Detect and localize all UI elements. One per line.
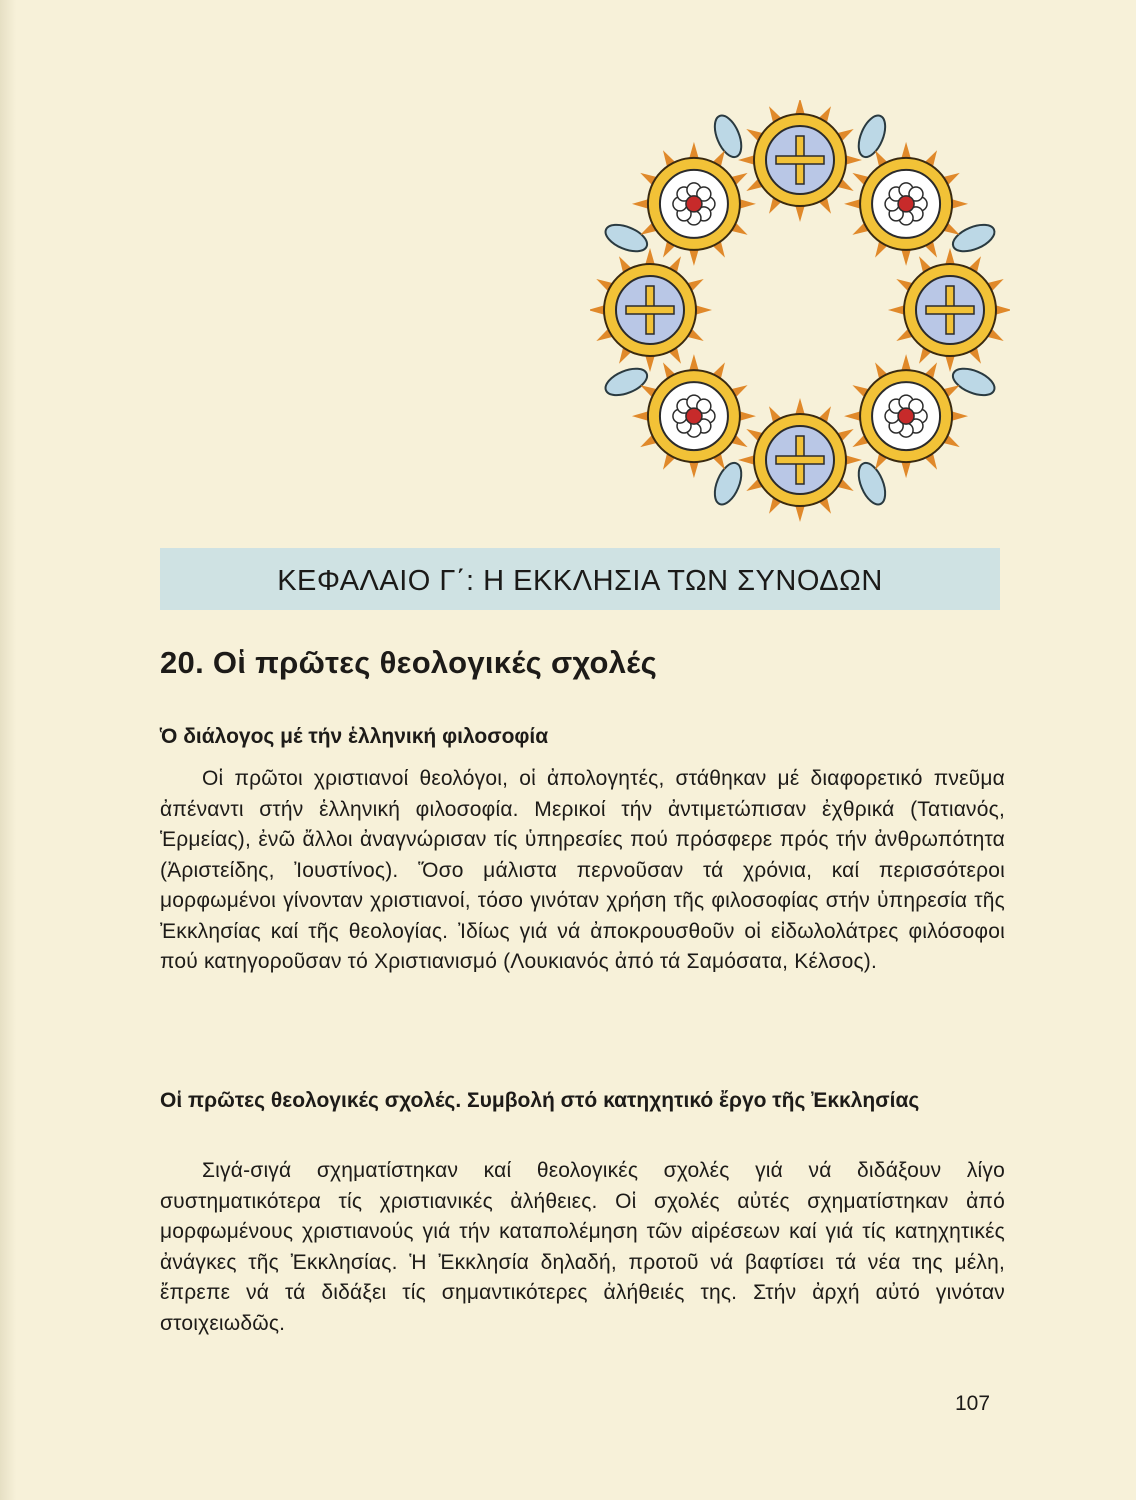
medallion (844, 354, 968, 478)
medallion (632, 142, 756, 266)
flower-center (686, 408, 702, 424)
medallion (844, 142, 968, 266)
section-title: 20. Οἱ πρῶτες θεολογικές σχολές (160, 645, 658, 680)
page-number: 107 (955, 1392, 991, 1415)
subsection-heading-2: Οἱ πρῶτες θεολογικές σχολές. Συμβολή στό κατηχητικό ἔργο τῆς Ἐκκλησίας (160, 1089, 920, 1112)
medallion (888, 248, 1010, 372)
cross-bar (776, 156, 824, 164)
subsection-text-1: Οἱ πρῶτοι χριστιανοί θεολόγοι, οἱ ἀπολογητές, στάθηκαν μέ διαφορετικό πνεῦμα ἀπέναντι στήν ἑλληνική φιλοσοφία. Μερικοί τήν ἀντιμετώπισαν ἐχθρικά (Τατιανός, Ἑρμείας), ἐνῶ ἄλλοι ἀναγνώρισαν τίς ὑπηρεσίες πού πρόσφερε πρός τήν ἀνθρωπότητα (Ἀριστείδης, Ἰουστίνος). Ὅσο μάλιστα περνοῦσαν τά χρόνια, καί περισσότεροι μορφωμένοι γίνονταν χριστιανοί, τόσο γινόταν χρήση τῆς φιλοσοφίας στήν ὑπηρεσία τῆς Ἐκκλησίας καί τῆς θεολογίας. Ἰδίως γιά νά ἀποκρουσθοῦν οἱ εἰδωλολάτρες φιλόσοφοι πού κατηγοροῦσαν τό Χριστιανισμό (Λουκιανός ἀπό τά Σαμόσατα, Κέλσος). (160, 767, 1005, 973)
leaf-shape (949, 219, 998, 256)
cross-bar (626, 306, 674, 314)
medallion (632, 354, 756, 478)
subsection-text-2: Σιγά-σιγά σχηματίστηκαν καί θεολογικές σχολές γιά νά διδάξουν λίγο συστηματικότερα τίς χριστιανικές ἀλήθειες. Οἱ σχολές αὐτές σχηματίστηκαν ἀπό μορφωμένους χριστιανούς γιά τήν καταπολέμηση τῶν αἱρέσεων καί γιά τίς κατηχητικές ἀνάγκες τῆς Ἐκκλησίας. Ἡ Ἐκκλησία δηλαδή, προτοῦ νά βαφτίσει τά νέα της μέλη, ἔπρεπε νά τά διδάξει τίς σημαντικότερες ἀλήθειές της. Στήν ἀρχή αὐτό γινόταν στοιχειωδῶς. (160, 1159, 1005, 1335)
leaf-shape (949, 363, 998, 400)
rosette-ornament (590, 100, 1010, 530)
leaf-shape (709, 459, 746, 508)
cross-bar (926, 306, 974, 314)
chapter-title: ΚΕΦΑΛΑΙΟ Γ΄: Η ΕΚΚΛΗΣΙΑ ΤΩΝ ΣΥΝΟΔΩΝ (277, 565, 883, 597)
flower-center (898, 408, 914, 424)
flower-center (686, 196, 702, 212)
leaf-shape (602, 363, 651, 400)
leaf-shape (709, 112, 746, 161)
medallion (738, 100, 862, 222)
medallion (738, 398, 862, 522)
leaf-shape (853, 112, 890, 161)
ornament-medallions (590, 100, 1010, 522)
cross-bar (776, 456, 824, 464)
medallion (590, 248, 712, 372)
leaf-shape (853, 459, 890, 508)
flower-center (898, 196, 914, 212)
subsection-heading-1: Ὁ διάλογος μέ τήν ἑλληνική φιλοσοφία (160, 725, 549, 748)
page-edge (0, 0, 16, 1500)
leaf-shape (602, 219, 651, 256)
